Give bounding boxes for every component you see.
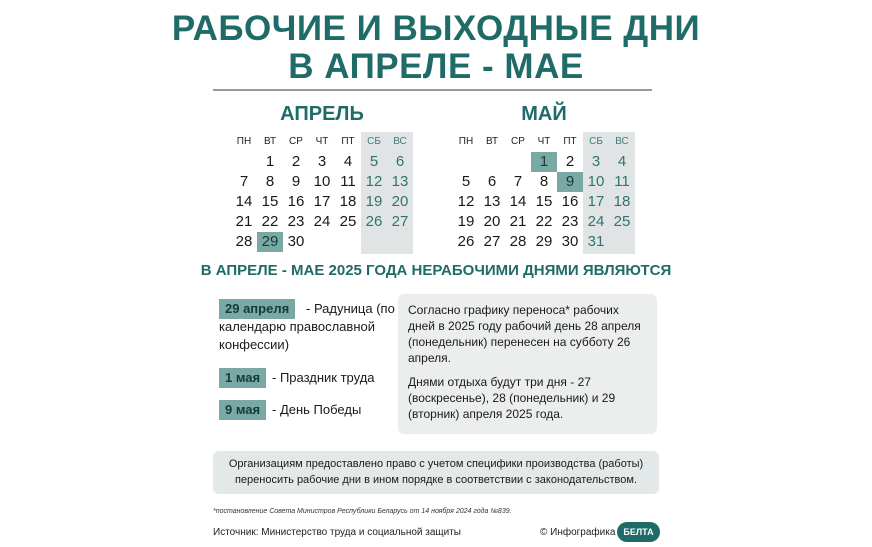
april-day-cell: 29 — [257, 232, 283, 252]
april-day-cell: 30 — [287, 233, 305, 250]
holiday-date-victory-day: 9 мая — [219, 400, 266, 420]
april-day-cell: 10 — [313, 173, 331, 190]
april-day-cell: 22 — [261, 213, 279, 230]
may-day-cell: 24 — [587, 213, 605, 230]
holiday-date-radunitsa: 29 апреля — [219, 299, 295, 319]
may-day-cell: 17 — [587, 193, 605, 210]
may-day-cell: 29 — [535, 233, 553, 250]
may-day-cell: 21 — [509, 213, 527, 230]
may-day-cell: 26 — [457, 233, 475, 250]
may-day-cell: 3 — [591, 153, 601, 170]
may-day-cell: 19 — [457, 213, 475, 230]
april-day-cell: 12 — [365, 173, 383, 190]
april-day-cell: 20 — [391, 193, 409, 210]
may-day-cell: 4 — [617, 153, 627, 170]
may-day-cell: 5 — [461, 173, 471, 190]
may-day-cell: 14 — [509, 193, 527, 210]
april-day-cell: 17 — [313, 193, 331, 210]
may-day-cell: 6 — [487, 173, 497, 190]
april-day-cell: 8 — [265, 173, 275, 190]
april-day-cell: 7 — [239, 173, 249, 190]
may-day-cell: 20 — [483, 213, 501, 230]
april-day-cell: 13 — [391, 173, 409, 190]
may-day-cell: 13 — [483, 193, 501, 210]
april-day-cell: 9 — [291, 173, 301, 190]
transfer-info-box — [398, 294, 657, 434]
weekday-header: ЧТ — [537, 136, 551, 147]
april-day-cell: 4 — [343, 153, 353, 170]
transfer-info-paragraph-2: Днями отдыха будут три дня - 27 (воскресенье), 28 (понедельник) и 29 (вторник) апреля 2025 года. — [408, 375, 616, 421]
title-divider — [213, 89, 652, 91]
holiday-desc-victory-day: - День Победы — [272, 402, 362, 417]
may-day-cell: 25 — [613, 213, 631, 230]
weekday-header: ПН — [236, 136, 252, 147]
weekday-header: СР — [289, 136, 303, 147]
april-day-cell: 6 — [395, 153, 405, 170]
may-day-cell: 12 — [457, 193, 475, 210]
april-day-cell: 19 — [365, 193, 383, 210]
may-day-cell: 1 — [531, 152, 557, 172]
organizations-note — [213, 451, 659, 494]
may-day-cell: 30 — [561, 233, 579, 250]
weekday-header: ЧТ — [315, 136, 329, 147]
may-day-cell: 10 — [587, 173, 605, 190]
note-line-1: Организациям предоставлено право с учетом специфики производства (работы) — [228, 458, 644, 470]
may-day-cell: 31 — [587, 233, 605, 250]
weekday-header: СР — [511, 136, 525, 147]
april-day-cell: 18 — [339, 193, 357, 210]
non-working-days-heading: В АПРЕЛЕ - МАЕ 2025 ГОДА НЕРАБОЧИМИ ДНЯМИ ЯВЛЯЮТСЯ — [200, 262, 672, 279]
april-day-cell: 1 — [265, 153, 275, 170]
belta-logo: БЕЛТА — [617, 522, 660, 542]
holiday-date-labour-day: 1 мая — [219, 368, 266, 388]
april-day-cell: 21 — [235, 213, 253, 230]
april-day-cell: 11 — [340, 173, 356, 190]
holiday-desc-radunitsa-cont — [219, 318, 375, 354]
may-day-cell: 15 — [535, 193, 553, 210]
may-month-title: МАЙ — [521, 103, 567, 125]
may-day-cell: 23 — [561, 213, 579, 230]
weekday-header: СБ — [367, 136, 381, 147]
page-title-line-2: В АПРЕЛЕ - МАЕ — [288, 47, 584, 86]
weekday-header: ВС — [393, 136, 407, 147]
april-day-cell: 2 — [291, 153, 301, 170]
april-day-cell: 23 — [287, 213, 305, 230]
april-day-cell: 3 — [317, 153, 327, 170]
may-day-cell: 7 — [513, 173, 523, 190]
weekday-header: ВТ — [485, 136, 499, 147]
source-text: Источник: Министерство труда и социальной защиты — [213, 527, 461, 538]
may-day-cell: 16 — [561, 193, 579, 210]
april-day-cell: 16 — [287, 193, 305, 210]
holiday-desc-line: календарю православной — [219, 319, 375, 334]
may-day-cell: 28 — [509, 233, 527, 250]
weekday-header: ПТ — [563, 136, 577, 147]
may-day-cell: 27 — [483, 233, 501, 250]
weekday-header: ВС — [615, 136, 629, 147]
holiday-desc-radunitsa — [306, 300, 395, 318]
infographic-credit: © Инфографика — [540, 527, 616, 538]
weekday-header: ПН — [458, 136, 474, 147]
transfer-info-paragraph-1: Согласно графику переноса* рабочих дней в 2025 году рабочий день 28 апреля (понедельник) перенесен на субботу 26 апреля. — [408, 303, 641, 365]
april-day-cell: 15 — [261, 193, 279, 210]
april-day-cell: 14 — [235, 193, 253, 210]
april-month-title: АПРЕЛЬ — [280, 103, 364, 125]
april-day-cell: 24 — [313, 213, 331, 230]
may-day-cell: 2 — [565, 153, 575, 170]
page-title-line-1: РАБОЧИЕ И ВЫХОДНЫЕ ДНИ — [171, 9, 701, 48]
april-day-cell: 28 — [235, 233, 253, 250]
weekday-header: ПТ — [341, 136, 355, 147]
april-day-cell: 5 — [369, 153, 379, 170]
may-day-cell: 8 — [539, 173, 549, 190]
holiday-desc-labour-day: - Праздник труда — [272, 370, 375, 385]
weekday-header: СБ — [589, 136, 603, 147]
footnote: *постановление Совета Министров Республики Беларусь от 14 ноября 2024 года №839. — [213, 508, 512, 515]
note-line-2: переносить рабочие дни в ином порядке в соответствии с законодательством. — [234, 474, 638, 486]
april-day-cell: 25 — [339, 213, 357, 230]
weekday-header: ВТ — [263, 136, 277, 147]
may-day-cell: 11 — [614, 173, 630, 190]
may-day-cell: 9 — [557, 172, 583, 192]
april-day-cell: 27 — [391, 213, 409, 230]
may-day-cell: 22 — [535, 213, 553, 230]
april-day-cell: 26 — [365, 213, 383, 230]
holiday-desc-line: - Радуница (по — [306, 301, 395, 316]
may-day-cell: 18 — [613, 193, 631, 210]
holiday-desc-line: конфессии) — [219, 337, 290, 352]
